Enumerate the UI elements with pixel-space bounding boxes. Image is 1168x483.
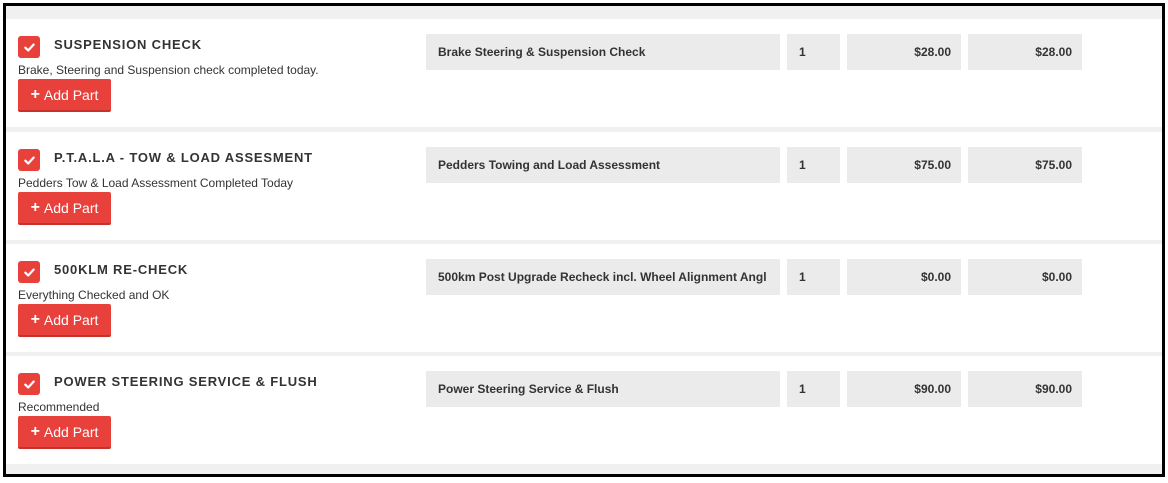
checkmark-icon <box>23 154 36 167</box>
plus-icon: + <box>30 422 40 440</box>
job-row <box>6 356 1162 464</box>
job-list <box>3 3 1165 477</box>
line-price-field[interactable]: $28.00 <box>847 34 961 70</box>
line-qty-field[interactable]: 1 <box>787 147 840 183</box>
line-price-field[interactable]: $0.00 <box>847 259 961 295</box>
add-part-button[interactable] <box>18 416 111 449</box>
job-row <box>6 19 1162 127</box>
add-part-button[interactable] <box>18 79 111 112</box>
checkmark-icon <box>23 266 36 279</box>
job-note: Brake, Steering and Suspension check completed today. <box>18 63 319 77</box>
job-checkbox[interactable] <box>18 261 40 283</box>
add-part-button[interactable] <box>18 304 111 337</box>
job-title: 500KLM RE-CHECK <box>54 262 189 277</box>
job-title: SUSPENSION CHECK <box>54 37 202 52</box>
job-row <box>6 244 1162 352</box>
job-row <box>6 132 1162 240</box>
job-note: Recommended <box>18 400 100 414</box>
line-price-field[interactable]: $75.00 <box>847 147 961 183</box>
add-part-label: Add Part <box>43 423 99 440</box>
add-part-label: Add Part <box>43 86 99 103</box>
line-description-field[interactable]: Pedders Towing and Load Assessment <box>426 147 780 183</box>
job-checkbox[interactable] <box>18 149 40 171</box>
line-description-field[interactable]: Brake Steering & Suspension Check <box>426 34 780 70</box>
add-part-label: Add Part <box>43 311 99 328</box>
add-part-button[interactable] <box>18 192 111 225</box>
plus-icon: + <box>30 310 40 328</box>
checkmark-icon <box>23 378 36 391</box>
line-total: $90.00 <box>968 371 1082 407</box>
line-description-field[interactable]: Power Steering Service & Flush <box>426 371 780 407</box>
job-note: Everything Checked and OK <box>18 288 170 302</box>
add-part-label: Add Part <box>43 199 99 216</box>
line-price-field[interactable]: $90.00 <box>847 371 961 407</box>
job-title: P.T.A.L.A - TOW & LOAD ASSESMENT <box>54 150 313 165</box>
job-checkbox[interactable] <box>18 36 40 58</box>
job-note: Pedders Tow & Load Assessment Completed Today <box>18 176 294 190</box>
job-title: POWER STEERING SERVICE & FLUSH <box>54 374 318 389</box>
plus-icon: + <box>30 198 40 216</box>
line-total: $28.00 <box>968 34 1082 70</box>
line-total: $0.00 <box>968 259 1082 295</box>
line-total: $75.00 <box>968 147 1082 183</box>
job-checkbox[interactable] <box>18 373 40 395</box>
checkmark-icon <box>23 41 36 54</box>
line-qty-field[interactable]: 1 <box>787 259 840 295</box>
line-description-field[interactable]: 500km Post Upgrade Recheck incl. Wheel Alignment Angl <box>426 259 780 295</box>
plus-icon: + <box>30 85 40 103</box>
line-qty-field[interactable]: 1 <box>787 34 840 70</box>
line-qty-field[interactable]: 1 <box>787 371 840 407</box>
